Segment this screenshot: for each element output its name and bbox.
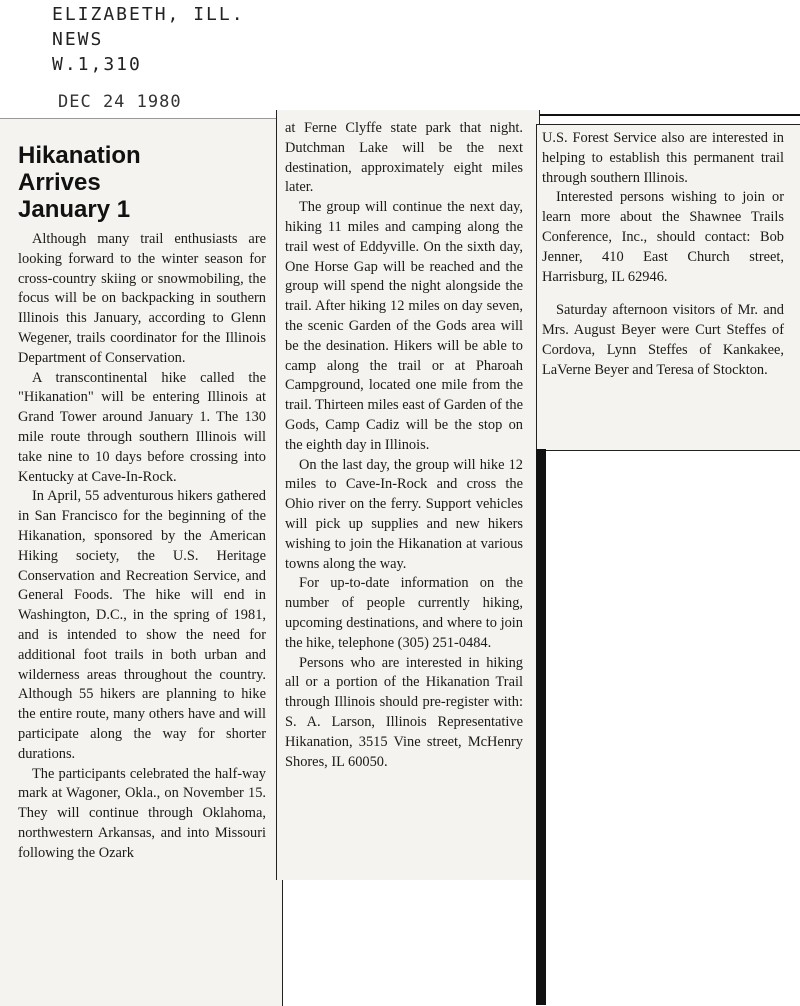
article-paragraph: Persons who are interested in hiking all or a portion of the Hikanation Trail through Illinois should pre-register with: S. A. Larson, Illinois Representative Hikanation, 3515 Vine street, McHenry Shores, IL 60050. [285,654,523,770]
article-paragraph: The participants celebrated the half-way mark at Wagoner, Okla., on November 15. They will continue through Oklahoma, northwestern Arkansas, and into Missouri following the Ozark [18,765,266,861]
article-paragraph: In April, 55 adventurous hikers gathered in San Francisco for the beginning of the Hikanation, sponsored by the American Hiking society, the U.S. Heritage Conservation and Recreation Service, and General Foods. The hike will end in Washington, D.C., in the spring of 1981, and is intended to show the need for additional foot trails in both urban and wilderness areas throughout the country. Although 55 hikers are planning to hike the entire route, many others have and will participate along the way for shorter durations. [18,488,266,762]
article-column-1 [18,230,266,864]
article-headline [18,142,268,223]
newspaper-section: NEWS [52,29,104,50]
circulation-code: W.1,310 [52,54,142,75]
article-paragraph: On the last day, the group will hike 12 miles to Cave-In-Rock and cross the Ohio river on the ferry. Support vehicles will pick up supplies and new hikers wishing to join the Hikanation at various towns along the way. [285,456,523,572]
article-paragraph: For up-to-date information on the number of people currently hiking, upcoming destinations, and where to join the hike, telephone (305) 251-0484. [285,575,523,651]
article-column-2 [285,119,523,772]
headline-line: Arrives [18,169,101,196]
newspaper-name: ELIZABETH, ILL. [52,4,245,25]
date-stamp: DEC 24 1980 [58,92,182,112]
headline-line: January 1 [18,196,131,223]
clipping-shadow [536,449,546,1005]
article-paragraph: The group will continue the next day, hiking 11 miles and camping along the trail west of Eddyville. On the sixth day, One Horse Gap will be reached and the group will spend the night alongside the trail. After hiking 12 miles on day seven, the scenic Garden of the Gods area will be the desination. Hikers will be able to camp along the trail or at Pharoah Campground, located one mile from the trail. Thirteen miles east of Garden of the Gods, Camp Cadiz will be the stop on the eighth day in Illinois. [285,199,523,453]
headline-line: Hikanation [18,142,141,169]
background-top [282,0,800,120]
article-paragraph: A transcontinental hike called the "Hikanation" will be entering Illinois at Grand Tower around January 1. The 130 mile route through southern Illinois will take nine to 10 days before crossing into Kentucky at Cave-In-Rock. [18,369,266,485]
article-column-3 [542,129,784,381]
article-paragraph: Interested persons wishing to join or learn more about the Shawnee Trails Conference, Inc., should contact: Bob Jenner, 410 East Church street, Harrisburg, IL 62946. [542,189,784,285]
social-note: Saturday afternoon visitors of Mr. and Mrs. August Beyer were Curt Steffes of Cordova, Lynn Steffes of Kankakee, LaVerne Beyer and Teresa of Stockton. [542,302,784,378]
article-paragraph: at Ferne Clyffe state park that night. Dutchman Lake will be the next destination, approximately eight miles later. [285,120,523,196]
article-paragraph: Although many trail enthusiasts are looking forward to the winter season for cross-country skiing or snowmobiling, the focus will be on backpacking in southern Illinois this January, according to Glenn Wegener, trails coordinator for the Illinois Department of Conservation. [18,231,266,366]
article-paragraph: U.S. Forest Service also are interested in helping to establish this permanent trail through southern Illinois. [542,130,784,186]
newspaper-label-area [0,0,282,120]
paragraph-gap [542,287,784,301]
